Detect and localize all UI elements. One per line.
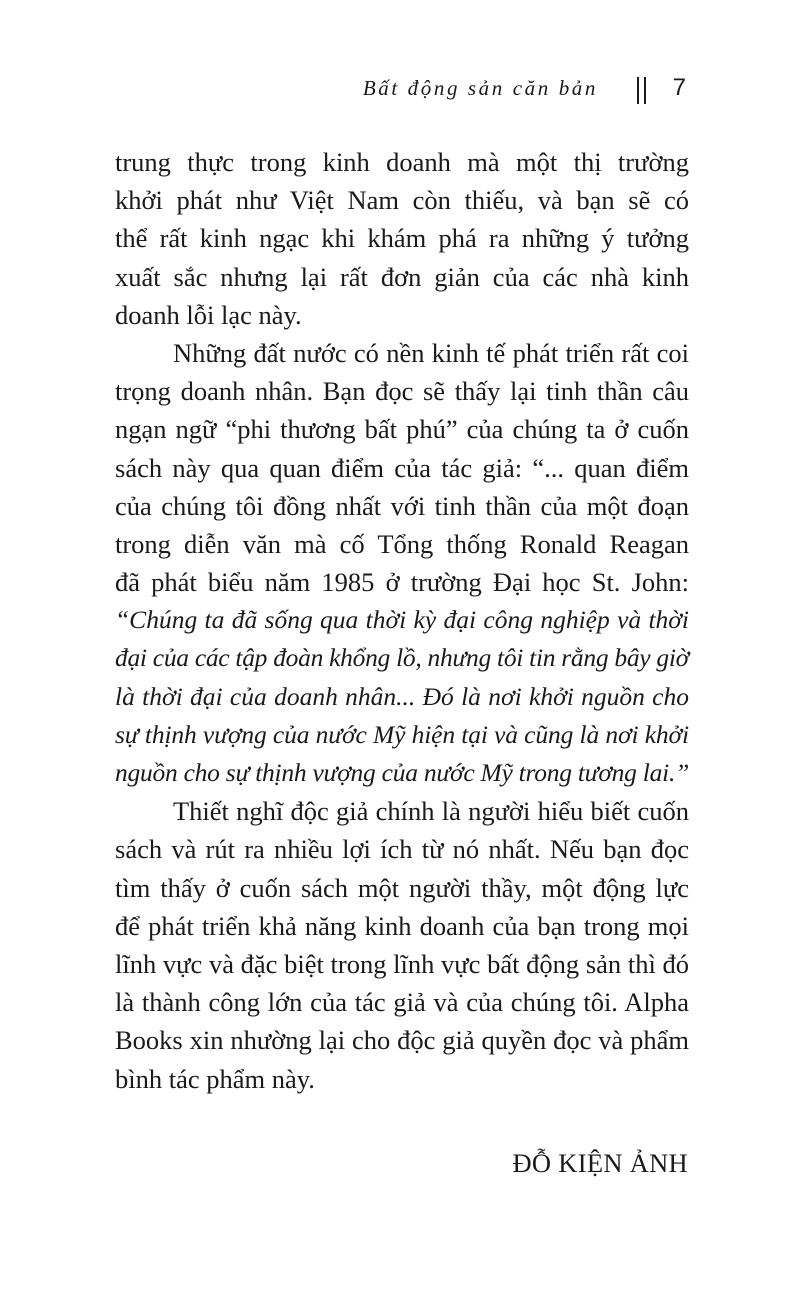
paragraph-1 (115, 143, 689, 334)
quote-line: nguồn cho sự thịnh vượng của nước Mỹ trong tương lai.” (115, 758, 689, 787)
quote-line: “Chúng ta đã sống qua thời kỳ đại công nghiệp và thời (115, 605, 689, 635)
text-line: sách này qua quan điểm của tác giả: “... quan điểm (115, 452, 689, 483)
text-line: lĩnh vực và đặc biệt trong lĩnh vực bất động sản thì đó (115, 948, 689, 979)
text-line: của chúng tôi đồng nhất với tinh thần của một đoạn (115, 490, 689, 521)
quote-line: là thời đại của doanh nhân... Đó là nơi khởi nguồn cho (115, 681, 689, 711)
quote-line: sự thịnh vượng của nước Mỹ hiện tại và cũng là nơi khởi (115, 719, 689, 749)
paragraph-2 (115, 334, 689, 792)
text-line: trong diễn văn mà cố Tổng thống Ronald Reagan (115, 528, 689, 559)
body-text (115, 143, 689, 1098)
text-line: trọng doanh nhân. Bạn đọc sẽ thấy lại tinh thần câu (115, 376, 689, 407)
text-line: Thiết nghĩ độc giả chính là người hiểu biết cuốn (173, 796, 689, 827)
running-header (300, 74, 690, 108)
text-line: doanh lỗi lạc này. (115, 299, 302, 330)
text-line: sách và rút ra nhiều lợi ích từ nó nhất. Nếu bạn đọc (115, 834, 689, 865)
text-line: thể rất kinh ngạc khi khám phá ra những ý tưởng (115, 223, 689, 254)
text-line: Books xin nhường lại cho độc giả quyền đọc và phẩm (115, 1025, 689, 1056)
quote-line: đại của các tập đoàn khổng lồ, nhưng tôi tin rằng bây giờ (115, 643, 689, 673)
header-double-rule (637, 77, 646, 104)
text-line: để phát triển khả năng kinh doanh của bạn trong mọi (115, 910, 689, 941)
text-line: Những đất nước có nền kinh tế phát triển rất coi (173, 337, 689, 368)
reagan-quote (115, 601, 689, 792)
signature: ĐỖ KIỆN ẢNH (512, 1148, 688, 1178)
text-line: ngạn ngữ “phi thương bất phú” của chúng ta ở cuốn (115, 414, 689, 445)
text-line: là thành công lớn của tác giả và của chúng tôi. Alpha (115, 987, 689, 1018)
text-line: khởi phát như Việt Nam còn thiếu, và bạn sẽ có (115, 185, 689, 216)
text-line: xuất sắc nhưng lại rất đơn giản của các nhà kinh (115, 261, 689, 292)
text-line: tìm thấy ở cuốn sách một người thầy, một động lực (115, 872, 689, 903)
text-line: trung thực trong kinh doanh mà một thị trường (115, 147, 689, 177)
text-line: bình tác phẩm này. (115, 1063, 315, 1094)
paragraph-3 (115, 792, 689, 1098)
page-number: 7 (672, 74, 686, 101)
text-line: đã phát biểu năm 1985 ở trường Đại học St. John: (115, 567, 689, 598)
running-title: Bất động sản căn bản (362, 76, 598, 100)
